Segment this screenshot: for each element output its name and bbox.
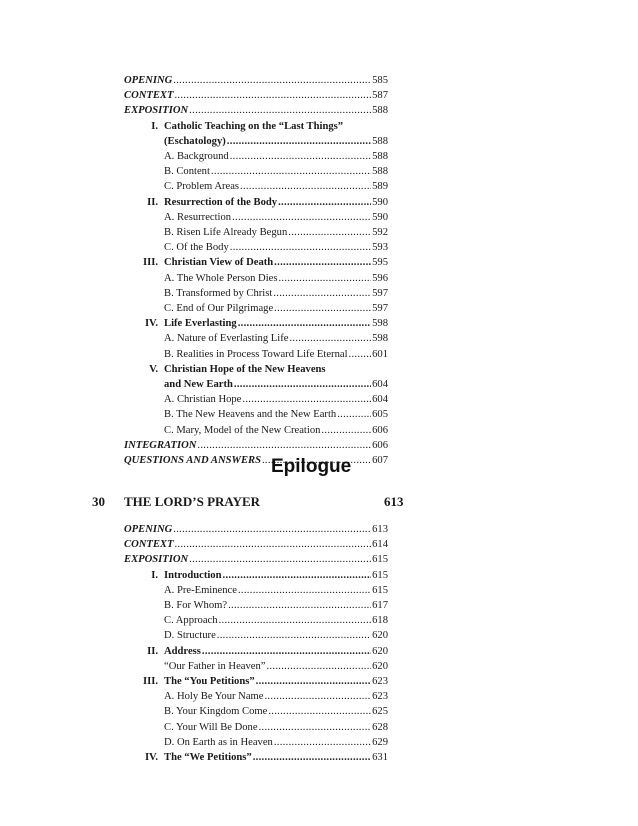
toc-roman-numeral: I. [151,120,158,132]
dot-leader [211,164,371,180]
toc-entry-page: 601 [372,348,388,360]
toc-entry [164,240,388,256]
toc-entry-page: 620 [372,630,388,642]
dot-leader [266,659,371,675]
toc-entry-page: 607 [372,455,388,466]
toc-entry-title: B. The New Heavens and the New Earth [164,409,337,421]
dot-leader [288,225,371,241]
toc-roman-numeral: I. [151,569,158,581]
dot-leader [230,149,371,165]
epilogue-heading: Epilogue [271,456,352,477]
toc-entry-title: Introduction [164,569,222,581]
toc-entry-title: Catholic Teaching on the “Last Things” [164,120,344,132]
dot-leader [174,88,371,104]
dot-leader [219,613,372,629]
toc-entry [164,164,388,180]
toc-entry [124,88,388,104]
toc-entry [124,73,388,89]
toc-entry-title: D. On Earth as in Heaven [164,736,273,748]
toc-entry [124,103,388,119]
dot-leader [234,377,371,393]
toc-entry-title: B. Transformed by Christ [164,287,273,299]
toc-entry-title: OPENING [124,524,173,535]
toc-entry-page: 615 [372,554,388,566]
toc-entry-title: C. Of the Body [164,242,229,254]
toc-entry-title: Christian View of Death [164,257,274,269]
toc-entry [164,301,388,317]
toc-entry [144,316,388,332]
toc-entry-page: 631 [372,752,388,763]
toc-entry [164,613,388,629]
dot-leader [173,522,371,538]
toc-entry-title: C. End of Our Pilgrimage [164,303,274,314]
toc-entry-title: C. Mary, Model of the New Creation [164,424,321,436]
toc-entry-page: 588 [372,166,388,178]
toc-entry-page: 625 [372,706,388,718]
toc-entry [164,735,388,751]
toc-entry-title: A. The Whole Person Dies [164,272,278,284]
toc-entry-title: Christian Hope of the New Heavens [164,363,326,375]
toc-entry-title: The “You Petitions” [164,676,255,687]
toc-entry-page: 590 [372,196,388,208]
toc-entry [164,407,388,423]
dot-leader [227,134,371,150]
toc-entry-page: 615 [372,569,388,581]
toc-roman-numeral: III. [142,676,158,687]
toc-entry-page: 623 [372,676,388,687]
toc-entry-title: A. Resurrection [164,211,232,223]
toc-entry [124,537,388,553]
toc-entry-page: 598 [372,318,388,330]
toc-entry [164,225,388,241]
dot-leader [268,704,371,720]
toc-entry-page: 614 [372,539,388,551]
toc-entry-title: B. Content [164,166,210,178]
toc-entry-title: CONTEXT [124,539,174,551]
toc-entry-page: 587 [372,90,388,102]
toc-entry-page: 585 [372,75,388,86]
toc-entry-page: 589 [372,181,388,193]
toc-entry-title: EXPOSITION [124,554,189,566]
toc-entry-title: C. Approach [164,615,218,627]
toc-entry [164,210,388,226]
toc-entry-title: EXPOSITION [124,105,189,117]
toc-entry-page: 604 [372,394,388,406]
toc-entry-page: 620 [372,645,388,657]
toc-entry-title: A. Nature of Everlasting Life [164,333,289,345]
toc-entry-title: A. Pre-Eminence [164,584,237,596]
toc-entry-page: 593 [372,242,388,254]
toc-entry-page: 598 [372,333,388,345]
toc-entry-page: 588 [372,105,388,117]
toc-entry [144,750,388,766]
toc-entry-title: D. Structure [164,630,216,642]
toc-entry [164,423,388,439]
dot-leader [273,286,371,302]
toc-entry-page: 588 [372,135,388,147]
toc-entry-title: QUESTIONS AND ANSWERS [124,455,261,466]
toc-entry-title: B. Risen Life Already Begun [164,227,288,238]
toc-roman-numeral: III. [142,257,158,269]
toc-entry [151,119,388,135]
toc-entry [164,331,388,347]
toc-roman-numeral: II. [147,196,158,208]
toc-entry-page: 588 [372,151,388,162]
toc-entry [164,628,388,644]
dot-leader [174,537,371,553]
dot-leader [242,392,371,408]
dot-leader [264,689,371,705]
dot-leader [228,598,371,614]
toc-entry-title: Resurrection of the Body [164,196,278,208]
toc-entry [124,522,388,538]
toc-entry-page: 605 [372,409,388,421]
toc-entry-title: OPENING [124,75,173,86]
toc-entry [164,286,388,302]
dot-leader [240,179,371,195]
toc-entry-page: 613 [372,524,388,535]
toc-entry-page: 596 [372,272,388,284]
toc-roman-numeral: V. [149,363,158,375]
dot-leader [259,720,372,736]
toc-entry [147,195,388,211]
dot-leader [337,407,371,423]
toc-entry [164,659,388,675]
toc-entry-title: “Our Father in Heaven” [164,660,266,672]
toc-entry-title: B. For Whom? [164,600,228,611]
toc-entry-page: 606 [372,424,388,436]
toc-entry-page: 590 [372,211,388,223]
toc-entry-page: 617 [372,600,388,611]
toc-entry-title: and New Earth [164,379,233,390]
toc-entry [142,674,388,690]
toc-entry [164,377,388,393]
toc-entry-page: 615 [372,584,388,596]
toc-entry-title: INTEGRATION [124,439,197,451]
toc-entry-page: 597 [372,287,388,299]
toc-entry-page: 606 [372,439,388,451]
toc-entry-title: C. Your Will Be Done [164,721,258,733]
toc-entry-page: 595 [372,257,388,269]
toc-entry [164,179,388,195]
toc-entry [164,149,388,165]
toc-roman-numeral: IV. [144,752,158,763]
dot-leader [274,735,371,751]
dot-leader [189,103,371,119]
toc-entry-page: 618 [372,615,388,627]
toc-entry-page: 620 [372,660,388,672]
dot-leader [278,195,371,211]
dot-leader [197,438,371,454]
toc-roman-numeral: II. [147,645,158,657]
dot-leader [189,552,371,568]
chapter-page: 613 [384,494,404,509]
dot-leader [230,240,371,256]
dot-leader [238,316,371,332]
chapter-title: THE LORD’S PRAYER [124,494,261,509]
toc-entry-title: The “We Petitions” [164,752,252,763]
toc-entry-page: 597 [372,303,388,314]
dot-leader [274,255,371,271]
chapter-number: 30 [92,494,105,509]
dot-leader [238,583,371,599]
dot-leader [202,644,371,660]
toc-entry [164,598,388,614]
toc-entry [142,255,388,271]
toc-entry [124,552,388,568]
dot-leader [289,331,371,347]
dot-leader [232,210,371,226]
toc-entry [151,568,388,584]
dot-leader [256,674,371,690]
toc-entry [164,583,388,599]
toc-entry-title: CONTEXT [124,90,174,102]
toc-entry-page: 628 [372,721,388,733]
toc-entry-page: 623 [372,691,388,703]
toc-entry [147,644,388,660]
toc-entry [164,134,388,150]
toc-entry [149,362,388,378]
toc-entry [164,704,388,720]
toc-roman-numeral: IV. [144,318,158,330]
toc-entry-title: Address [164,645,201,657]
dot-leader [217,628,371,644]
toc-entry-title: A. Holy Be Your Name [164,691,264,703]
toc-entry-title: B. Realities in Process Toward Life Eternal [164,348,348,360]
toc-entry [124,438,388,454]
toc-entry [164,271,388,287]
dot-leader [321,423,371,439]
dot-leader [223,568,372,584]
dot-leader [173,73,371,89]
toc-entry-title: A. Christian Hope [164,394,242,406]
toc-entry-title: A. Background [164,151,229,162]
toc-entry-title: Life Everlasting [164,318,237,330]
toc-entry-page: 592 [372,227,388,238]
dot-leader [274,301,371,317]
toc-entry [164,689,388,705]
toc-entry [164,347,388,363]
dot-leader [253,750,371,766]
toc-entry [164,392,388,408]
toc-entry-title: (Eschatology) [164,135,226,147]
dot-leader [278,271,371,287]
toc-entry-page: 604 [372,379,388,390]
toc-entry-title: C. Problem Areas [164,181,240,193]
toc-entry [164,720,388,736]
toc-entry-title: B. Your Kingdom Come [164,706,268,718]
dot-leader [349,347,372,363]
toc-entry-page: 629 [372,736,388,748]
